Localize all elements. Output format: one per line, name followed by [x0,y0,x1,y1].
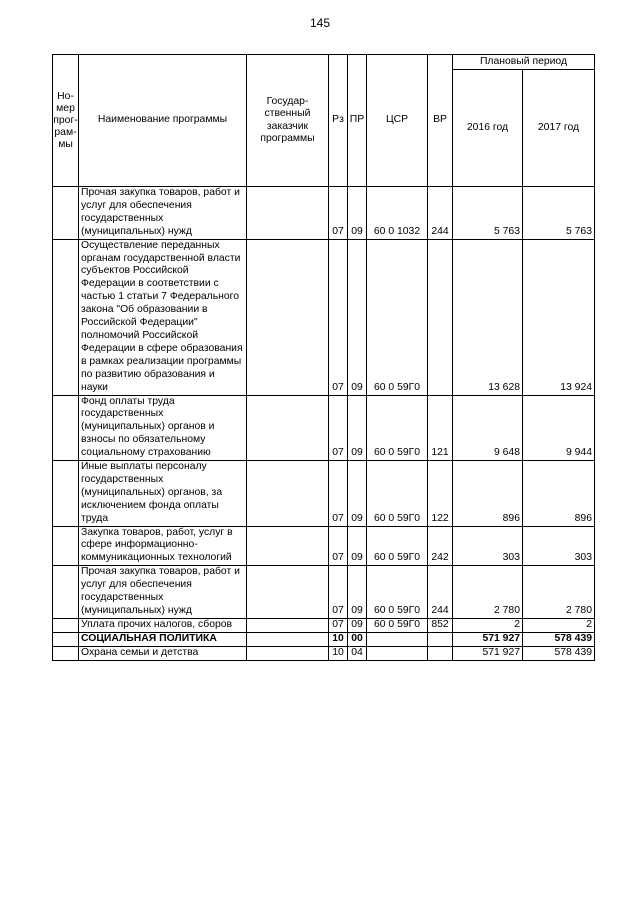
table-row [53,187,595,240]
customer-cell [247,618,329,632]
amount-2016-cell: 5 763 [453,187,523,240]
amount-2016-cell: 9 648 [453,395,523,461]
vr-cell: 121 [428,395,453,461]
program-number-cell [53,461,79,527]
csr-cell: 60 0 59Г0 [367,395,428,461]
program-number-cell [53,239,79,395]
program-name-cell: Фонд оплаты труда государственных (муниципальных) органов и взносы по обязательному социальному страхованию [79,395,247,461]
pr-cell: 04 [348,646,367,660]
pr-cell: 09 [348,461,367,527]
rz-cell: 10 [329,632,348,646]
vr-cell: 242 [428,526,453,566]
vr-cell: 852 [428,618,453,632]
csr-cell [367,632,428,646]
amount-2017-cell: 578 439 [523,632,595,646]
amount-2017-cell: 896 [523,461,595,527]
program-number-cell [53,187,79,240]
table-row [53,618,595,632]
program-name-cell: Осуществление переданных органам государственной власти субъектов Российской Федерации в соответствии с частью 1 статьи 7 Федерального закона "Об образовании в Российской Федерации" полномочий Российской Федерации в сфере образования в рамках реализации программы по развитию образования и науки [79,239,247,395]
header-vr: ВР [428,55,453,187]
table-row [53,395,595,461]
program-number-cell [53,395,79,461]
amount-2017-cell: 2 [523,618,595,632]
program-name-cell: Прочая закупка товаров, работ и услуг для обеспечения государственных (муниципальных) нужд [79,566,247,619]
amount-2017-cell: 2 780 [523,566,595,619]
vr-cell [428,632,453,646]
amount-2017-cell: 9 944 [523,395,595,461]
customer-cell [247,526,329,566]
vr-cell: 244 [428,566,453,619]
customer-cell [247,632,329,646]
pr-cell: 09 [348,526,367,566]
header-plan-period: Плановый период [453,55,595,70]
vr-cell [428,646,453,660]
table-row [53,646,595,660]
table-row [53,526,595,566]
rz-cell: 07 [329,187,348,240]
amount-2016-cell: 303 [453,526,523,566]
program-number-cell [53,646,79,660]
amount-2016-cell: 896 [453,461,523,527]
customer-cell [247,461,329,527]
pr-cell: 09 [348,618,367,632]
customer-cell [247,187,329,240]
customer-cell [247,566,329,619]
program-number-cell [53,566,79,619]
rz-cell: 07 [329,618,348,632]
program-name-cell: Иные выплаты персоналу государственных (муниципальных) органов, за исключением фонда оплаты труда [79,461,247,527]
amount-2016-cell: 13 628 [453,239,523,395]
customer-cell [247,239,329,395]
amount-2017-cell: 578 439 [523,646,595,660]
csr-cell: 60 0 59Г0 [367,526,428,566]
csr-cell: 60 0 59Г0 [367,618,428,632]
rz-cell: 10 [329,646,348,660]
program-name-cell: Закупка товаров, работ, услуг в сфере информационно-коммуникационных технологий [79,526,247,566]
table-row [53,566,595,619]
pr-cell: 09 [348,187,367,240]
header-csr: ЦСР [367,55,428,187]
program-name-cell: Уплата прочих налогов, сборов [79,618,247,632]
header-year-2016: 2016 год [453,70,523,187]
vr-cell: 122 [428,461,453,527]
csr-cell: 60 0 1032 [367,187,428,240]
program-number-cell [53,632,79,646]
rz-cell: 07 [329,566,348,619]
program-name-cell: Охрана семьи и детства [79,646,247,660]
pr-cell: 09 [348,566,367,619]
amount-2016-cell: 2 780 [453,566,523,619]
header-program-name: Наименование программы [79,55,247,187]
header-customer: Государ- ственный заказчик программы [247,55,329,187]
amount-2017-cell: 5 763 [523,187,595,240]
budget-programs-table [52,54,595,661]
table-row [53,239,595,395]
rz-cell: 07 [329,395,348,461]
rz-cell: 07 [329,239,348,395]
table-body [53,187,595,661]
csr-cell: 60 0 59Г0 [367,461,428,527]
customer-cell [247,395,329,461]
header-rz: Рз [329,55,348,187]
table-row [53,461,595,527]
table-header [53,55,595,187]
vr-cell [428,239,453,395]
header-pr: ПР [348,55,367,187]
program-name-cell: Прочая закупка товаров, работ и услуг для обеспечения государственных (муниципальных) нужд [79,187,247,240]
pr-cell: 09 [348,395,367,461]
pr-cell: 09 [348,239,367,395]
program-name-cell: СОЦИАЛЬНАЯ ПОЛИТИКА [79,632,247,646]
amount-2017-cell: 303 [523,526,595,566]
pr-cell: 00 [348,632,367,646]
rz-cell: 07 [329,461,348,527]
amount-2016-cell: 2 [453,618,523,632]
rz-cell: 07 [329,526,348,566]
amount-2016-cell: 571 927 [453,632,523,646]
header-program-number: Но- мер прог- рам- мы [53,55,79,187]
amount-2017-cell: 13 924 [523,239,595,395]
vr-cell: 244 [428,187,453,240]
csr-cell [367,646,428,660]
program-number-cell [53,526,79,566]
customer-cell [247,646,329,660]
table-row-section-total [53,632,595,646]
amount-2016-cell: 571 927 [453,646,523,660]
header-year-2017: 2017 год [523,70,595,187]
csr-cell: 60 0 59Г0 [367,566,428,619]
program-number-cell [53,618,79,632]
page-number: 145 [309,16,331,30]
csr-cell: 60 0 59Г0 [367,239,428,395]
